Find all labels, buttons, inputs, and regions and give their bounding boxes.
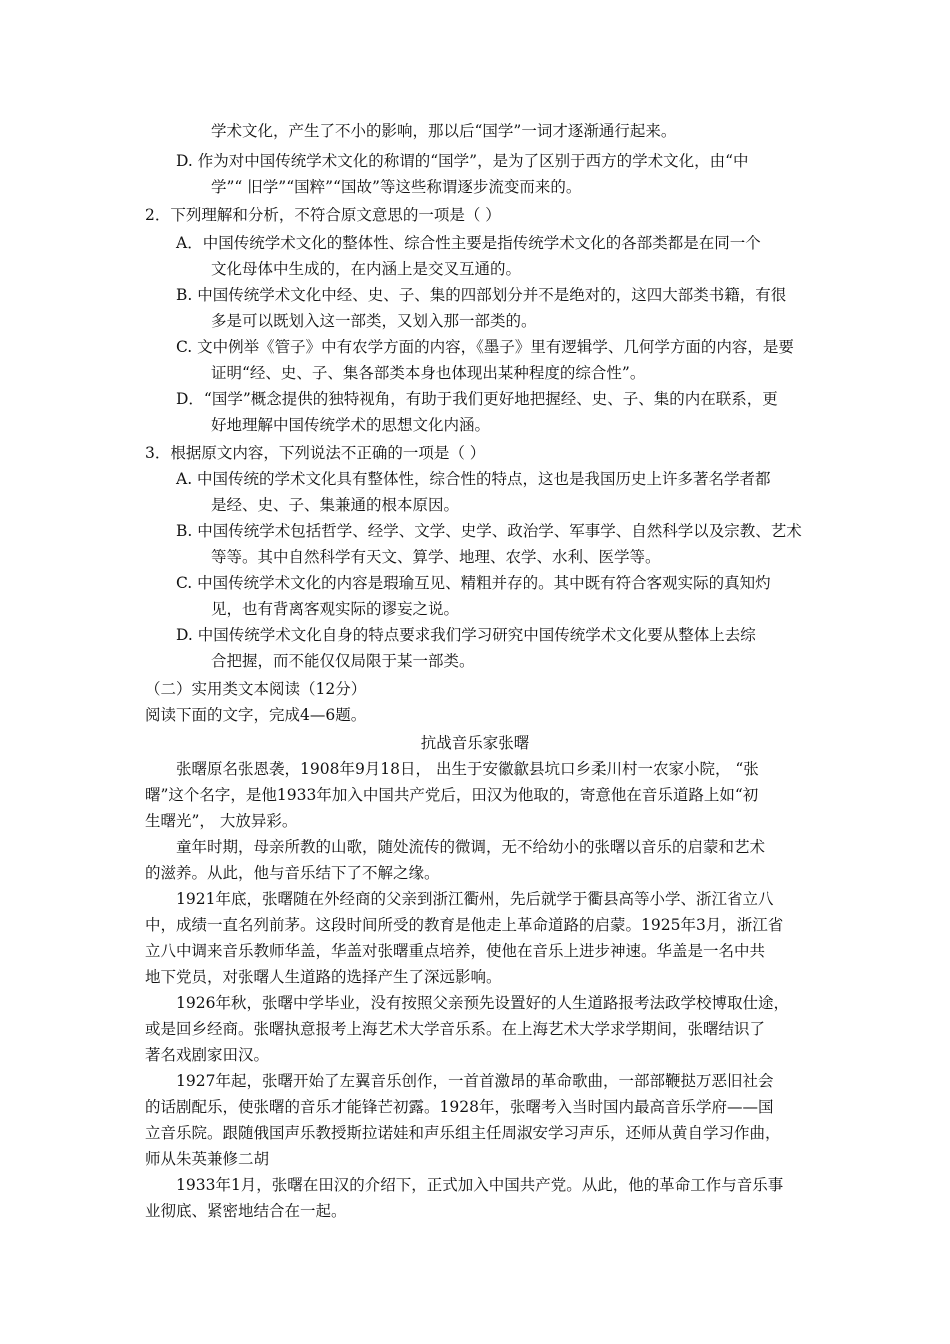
article-paragraph-4: 1926年秋，张曙中学毕业，没有按照父亲预先设置好的人生道路报考法政学校博取仕途，: [176, 994, 789, 1012]
article-paragraph-1-line: 曙”这个名字，是他1933年加入中国共产党后，田汉为他取的，寄意他在音乐道路上如“初: [145, 786, 759, 804]
section-heading: （二）实用类文本阅读（12分）: [145, 680, 367, 698]
q2-option-d: D．“国学”概念提供的独特视角，有助于我们更好地把握经、史、子、集的内在联系，更: [176, 390, 778, 408]
q3-option-b-continuation: 等等。其中自然科学有天文、算学、地理、农学、水利、医学等。: [211, 548, 661, 566]
q1-option-c-continuation: 学术文化，产生了不小的影响，那以后“国学”一词才逐渐通行起来。: [211, 122, 677, 140]
article-paragraph-5-line: 的话剧配乐，使张曙的音乐才能锋芒初露。1928年，张曙考入当时国内最高音乐学府——国: [145, 1098, 774, 1116]
q3-stem: 3．根据原文内容，下列说法不正确的一项是（ ）: [145, 444, 486, 462]
section-instruction: 阅读下面的文字，完成4—6题。: [145, 706, 367, 724]
article-paragraph-3-line: 中，成绩一直名列前茅。这段时间所受的教育是他走上革命道路的启蒙。1925年3月，浙江省: [145, 916, 784, 934]
q2-stem: 2．下列理解和分析，不符合原文意思的一项是（ ）: [145, 206, 501, 224]
q3-option-d-continuation: 合把握，而不能仅仅局限于某一部类。: [211, 652, 475, 670]
q2-option-d-continuation: 好地理解中国传统学术的思想文化内涵。: [211, 416, 491, 434]
q2-option-c: C. 文中例举《管子》中有农学方面的内容，《墨子》里有逻辑学、几何学方面的内容，是要: [176, 338, 794, 356]
q3-option-a-continuation: 是经、史、子、集兼通的根本原因。: [211, 496, 460, 514]
q3-option-d: D. 中国传统学术文化自身的特点要求我们学习研究中国传统学术文化要从整体上去综: [176, 626, 756, 644]
article-title: 抗战音乐家张曙: [420, 734, 530, 752]
article-paragraph-5: 1927年起，张曙开始了左翼音乐创作，一首首激昂的革命歌曲，一部部鞭挞万恶旧社会: [176, 1072, 774, 1090]
article-paragraph-2: 童年时期，母亲所教的山歌，随处流传的微调，无不给幼小的张曙以音乐的启蒙和艺术: [176, 838, 766, 856]
q1-option-d: D. 作为对中国传统学术文化的称谓的“国学”，是为了区别于西方的学术文化，由“中: [176, 152, 749, 170]
article-paragraph-3: 1921年底，张曙随在外经商的父亲到浙江衢州，先后就学于衢县高等小学、浙江省立八: [176, 890, 774, 908]
q2-option-a: A．中国传统学术文化的整体性、综合性主要是指传统学术文化的各部类都是在同一个: [176, 234, 761, 252]
article-paragraph-4-line: 或是回乡经商。张曙执意报考上海艺术大学音乐系。在上海艺术大学求学期间，张曙结识了: [145, 1020, 766, 1038]
q2-option-c-continuation: 证明“经、史、子、集各部类本身也体现出某种程度的综合性”。: [211, 364, 646, 382]
article-paragraph-3-line: 地下党员，对张曙人生道路的选择产生了深远影响。: [145, 968, 502, 986]
article-paragraph-1-line: 生曙光”， 大放异彩。: [145, 812, 298, 830]
article-paragraph-3-line: 立八中调来音乐教师华盖，华盖对张曙重点培养，使他在音乐上进步神速。华盖是一名中共: [145, 942, 766, 960]
article-paragraph-2-line: 的滋养。从此，他与音乐结下了不解之缘。: [145, 864, 440, 882]
q2-option-b-continuation: 多是可以既划入这一部类，又划入那一部类的。: [211, 312, 537, 330]
article-paragraph-5-line: 师从朱英兼修二胡: [145, 1150, 270, 1168]
article-paragraph-4-line: 著名戏剧家田汉。: [145, 1046, 270, 1064]
q3-option-a: A. 中国传统的学术文化具有整体性，综合性的特点，这也是我国历史上许多著名学者都: [176, 470, 771, 488]
q3-option-c-continuation: 见，也有背离客观实际的谬妄之说。: [211, 600, 460, 618]
q3-option-b: B. 中国传统学术包括哲学、经学、文学、史学、政治学、军事学、自然科学以及宗教、艺术: [176, 522, 802, 540]
q2-option-b: B. 中国传统学术文化中经、史、子、集的四部划分并不是绝对的，这四大部类书籍，有很: [176, 286, 787, 304]
q3-option-c: C. 中国传统学术文化的内容是瑕瑜互见、精粗并存的。其中既有符合客观实际的真知灼: [176, 574, 771, 592]
article-paragraph-1: 张曙原名张恩袭，1908年9月18日， 出生于安徽歙县坑口乡柔川村一农家小院， “张: [176, 760, 759, 778]
article-paragraph-5-line: 立音乐院。跟随俄国声乐教授斯拉诺娃和声乐组主任周淑安学习声乐，还师从黄自学习作曲，: [145, 1124, 781, 1142]
article-paragraph-6: 1933年1月，张曙在田汉的介绍下，正式加入中国共产党。从此，他的革命工作与音乐事: [176, 1176, 784, 1194]
q1-option-d-continuation: 学”“ 旧学”“国粹”“国故”等这些称谓逐步流变而来的。: [211, 178, 582, 196]
article-paragraph-6-line: 业彻底、紧密地结合在一起。: [145, 1202, 347, 1220]
q2-option-a-continuation: 文化母体中生成的，在内涵上是交叉互通的。: [211, 260, 522, 278]
